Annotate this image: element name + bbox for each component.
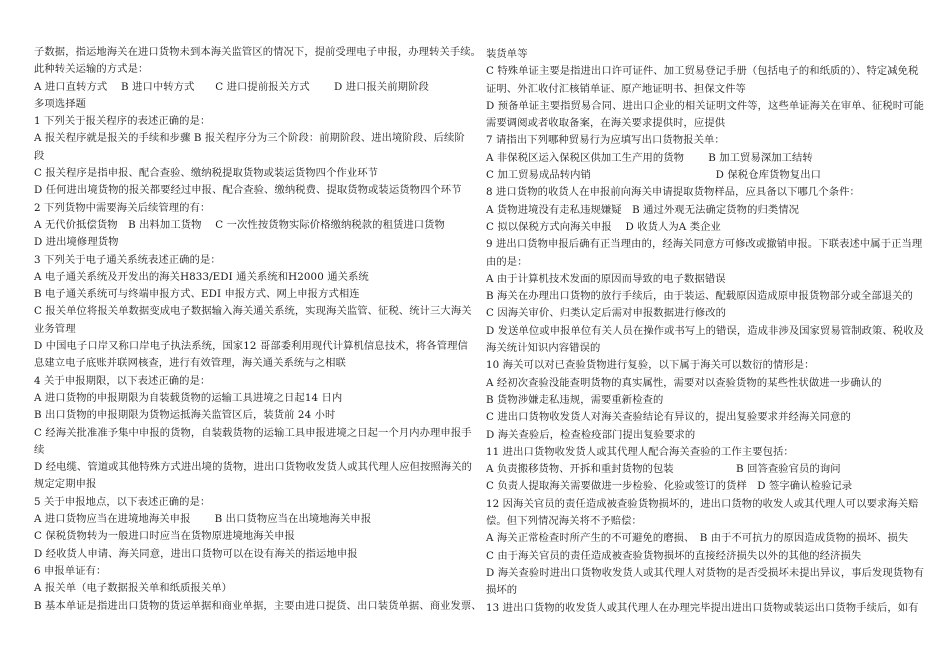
text-line: B 基本单证是指进出口货物的货运单据和商业单据，主要由进口提货、出口装货单据、商业发票、: [34, 599, 482, 612]
text-line: C 进出口货物收发货人对海关查验结论有异议的，提出复验要求并经海关同意的: [486, 411, 851, 424]
right-column: [486, 46, 924, 617]
text-line: 段: [34, 149, 45, 162]
question-stem: 7 请指出下列哪种贸易行为应填写出口货物报关单：: [486, 134, 725, 147]
question-stem: 13 进出口货物的收发货人或其代理人在办理完毕提出进出口货物或装运出口货物手续后，如有: [486, 601, 919, 614]
question-stem: 8 进口货物的收货人在申报前向海关申请提取货物样品，应具备以下哪几个条件：: [486, 186, 860, 199]
text-line: 需要调阅或者收取备案，在海关要求提供时，应提供: [486, 117, 726, 130]
question-stem: 3 下列关于电子通关系统表述正确的是：: [34, 253, 221, 266]
text-line: D 进出境修理货物: [34, 236, 119, 249]
text-line: 规定定期申报: [34, 478, 97, 491]
text-line: A 进口货物的申报期限为自装载货物的运输工具进境之日起14 日内: [34, 391, 343, 404]
text-line: D 任何进出境货物的报关都要经过申报、配合查验、缴纳税费、提取货物或装运货物四个环节: [34, 184, 462, 197]
text-line: D 经收货人申请、海关同意，进出口货物可以在设有海关的指运地申报: [34, 547, 358, 560]
text-line: 证明、外汇收付汇核销单证、原产地证明书、担保文件等: [486, 82, 746, 95]
text-line: D 经电缆、管道或其他特殊方式进出境的货物，进出口货物收发货人或其代理人应但按照海关的: [34, 461, 472, 474]
text-line: C 加工贸易成品转内销 D 保税仓库货物复出口: [486, 169, 821, 182]
text-line: A 进口直转方式 B 进口中转方式 C 进口提前报关方式 D 进口报关前期阶段: [34, 80, 429, 93]
text-line: C 负责人提取海关需要做进一步检验、化验或签订的货样 D 签字确认检验记录: [486, 480, 853, 493]
text-line: 子数据，指运地海关在进口货物未到本海关监管区的情况下，提前受理电子申报，办理转关手续。: [34, 46, 482, 58]
left-column: [34, 44, 482, 615]
text-line: 此种转关运输的方式是：: [34, 63, 149, 76]
question-stem: 4 关于申报期限，以下表述正确的是：: [34, 374, 211, 387]
text-line: D 预备单证主要指贸易合同、进出口企业的相关证明文件等，这些单证海关在审单、征税时可能: [486, 99, 924, 112]
text-line: 装货单等: [486, 48, 528, 60]
text-line: A 货物进境没有走私违规嫌疑 B 通过外观无法确定货物的归类情况: [486, 203, 800, 216]
question-stem: 1 下列关于报关程序的表述正确的是：: [34, 115, 211, 128]
text-line: D 中国电子口岸又称口岸电子执法系统，国家12 哥部委利用现代计算机信息技术，将各管理信: [34, 340, 468, 353]
text-line: 续: [34, 443, 45, 456]
text-line: A 电子通关系统及开发出的海关H833/EDI 通关系统和H2000 通关系统: [34, 270, 369, 283]
text-line: D 海关查验时进出口货物收发货人或其代理人对货物的是否受损坏未提出异议，事后发现货物有: [486, 566, 924, 579]
text-line: A 海关正常检查时所产生的不可避免的磨损、 B 由于不可抗力的原因造成货物的损坏、损失: [486, 532, 909, 545]
question-stem: 2 下列货物中需要海关后续管理的有：: [34, 201, 211, 214]
text-line: A 报关单（电子数据报关单和纸质报关单）: [34, 582, 233, 595]
text-line: 由的是：: [486, 255, 528, 268]
text-line: 偿。但下列情况海关将不予赔偿：: [486, 515, 642, 528]
text-line: A 经初次查验没能查明货物的真实属性，需要对以查验货物的某些性状做进一步确认的: [486, 376, 882, 389]
text-line: C 特殊单证主要是指进出口许可证件、加工贸易登记手册（包括电子的和纸质的）、特定减免税: [486, 65, 919, 78]
text-line: C 由于海关官员的责任造成被查验货物损坏的直接经济损失以外的其他的经济损失: [486, 549, 862, 562]
text-line: A 由于计算机技术发面的原因而导致的电子数据错误: [486, 272, 726, 285]
question-stem: 5 关于申报地点，以下表述正确的是：: [34, 495, 211, 508]
text-line: C 因海关审价、归类认定后需对申报数据进行修改的: [486, 307, 727, 320]
text-line: B 货物涉嫌走私违规，需要重新检查的: [486, 393, 664, 406]
text-line: 业务管理: [34, 322, 76, 335]
question-stem: 11 进出口货物收发货人或其代理人配合海关查验的工作主要包括：: [486, 445, 794, 458]
text-line: 损坏的: [486, 584, 518, 597]
text-line: A 无代价抵偿货物 B 出料加工货物 C 一次性按货物实际价格缴纳税款的租赁进口货物: [34, 218, 445, 231]
text-line: B 电子通关系统可与终端申报方式、EDI 申报方式、网上申报方式相连: [34, 288, 360, 301]
question-stem: 6 申报单证有：: [34, 564, 107, 577]
text-line: A 进口货物应当在进境地海关申报 B 出口货物应当在出境地海关申报: [34, 513, 372, 526]
text-line: B 海关在办理出口货物的放行手续后，由于装运、配载原因造成原申报货物部分或全部退关的: [486, 290, 913, 303]
text-line: C 报关单位将报关单数据变成电子数据输入海关通关系统，实现海关监管、征税、统计三大海关: [34, 305, 472, 318]
text-line: C 保税货物转为一般进口时应当在货物原进境地海关申报: [34, 530, 295, 543]
text-line: D 发送单位或申报单位有关人员在操作或书写上的错误，造成非涉及国家贸易管制政策、税收及: [486, 324, 924, 337]
text-line: D 海关查验后，检查检疫部门提出复验要求的: [486, 428, 696, 441]
text-line: C 拟以保税方式向海关申报 D 收货人为A 类企业: [486, 220, 721, 233]
question-stem: 10 海关可以对已查验货物进行复验，以下属于海关可以数衍的情形是：: [486, 359, 815, 372]
text-line: A 非保税区运入保税区供加工生产用的货物 B 加工贸易深加工结转: [486, 151, 813, 164]
question-stem: 9 进出口货物申报后确有正当理由的，经海关同意方可修改或撤销申报。下联表述中属于正当理: [486, 238, 923, 251]
text-line: C 报关程序是指申报、配合查验、缴纳税提取货物或装运货物四个作业环节: [34, 167, 379, 180]
text-line: 息建立电子底账并联网核查，进行有效管理，海关通关系统与之相联: [34, 357, 346, 370]
text-line: B 出口货物的申报期限为货物运抵海关监管区后，装货前 24 小时: [34, 409, 336, 422]
text-line: A 负责搬移货物、开拆和重封货物的包装 B 回答查验官员的询问: [486, 463, 841, 476]
section-heading: 多项选择题: [34, 97, 86, 110]
text-line: 海关统计知识内容错误的: [486, 342, 601, 355]
text-line: C 经海关批准准予集中申报的货物，自装载货物的运输工具申报进境之日起一个月内办理申报手: [34, 426, 472, 439]
question-stem: 12 因海关官员的责任造成被查验货物损坏的，进出口货物的收发人或其代理人可以要求海关赔: [486, 497, 919, 510]
text-line: A 报关程序就是报关的手续和步骤 B 报关程序分为三个阶段：前期阶段、进出境阶段、后续阶: [34, 132, 465, 145]
